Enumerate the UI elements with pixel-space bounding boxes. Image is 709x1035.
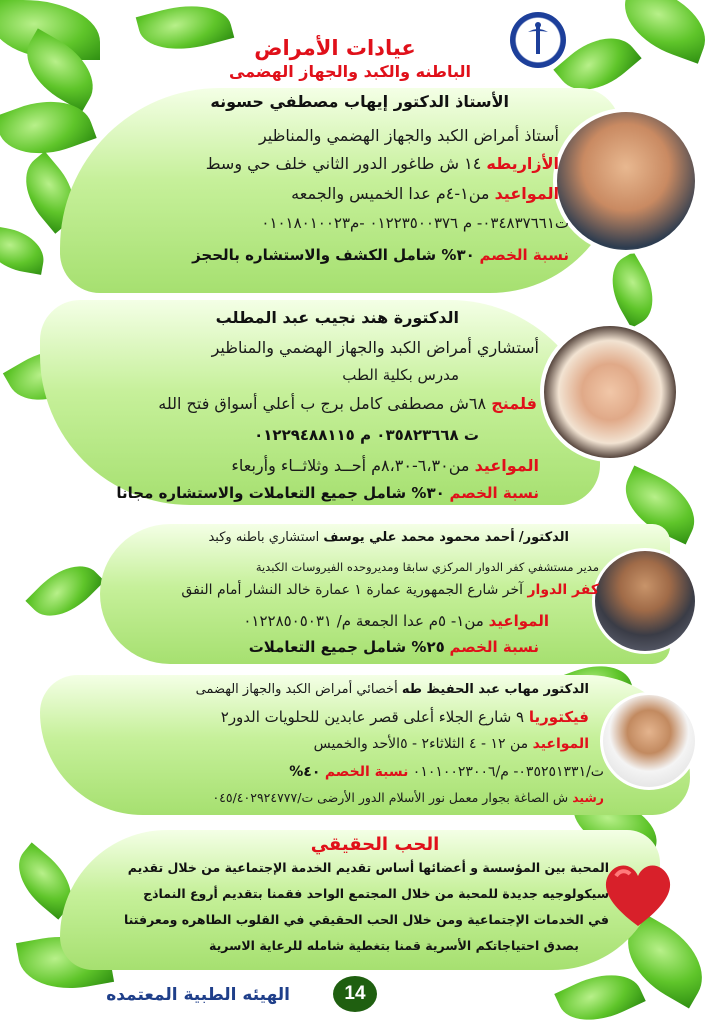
leaf-decoration xyxy=(25,551,104,630)
doctor-2-address-label: فلمنج xyxy=(491,394,537,413)
doctor-4-phones-row xyxy=(289,764,604,780)
doctor-3-hours: من١- ٥م عدا الجمعة م/ ٠١٢٢٨٥٠٥٠٣١ xyxy=(243,612,484,630)
doctor-photo-1 xyxy=(553,108,699,254)
doctor-4-hours: من ١٢ - ٤ الثلاثاء٢ - ٥الأحد والخميس xyxy=(313,736,529,752)
doctor-3-hours-row xyxy=(243,612,549,630)
heart-icon xyxy=(598,854,678,934)
doctor-2-discount-row xyxy=(116,484,539,502)
doctor-4-branch: ش الصاغة بجوار معمل نور الأسلام الدور الأرضى ت/٠٤٥/٤٠٢٩٢٤٧٧٧ xyxy=(212,790,569,805)
doctor-1-address: ١٤ ش طاغور الدور الثاني خلف حي وسط xyxy=(205,154,482,173)
leaf-decoration xyxy=(0,225,48,275)
doctor-3-header-row xyxy=(208,530,569,545)
doctor-1-discount-row xyxy=(192,246,569,264)
caduceus-icon xyxy=(510,12,566,68)
page-number: 14 xyxy=(344,983,366,1004)
doctor-4-specialty: أخصائي أمراض الكبد والجهاز الهضمى xyxy=(195,682,398,697)
organization-logo xyxy=(510,12,566,68)
doctor-2-discount: ٣٠% شامل جميع التعاملات والاستشاره مجانا xyxy=(116,484,445,502)
love-line-1: المحبة بين المؤسسة و أعضائها أساس تقديم الخدمة الإجتماعية من خلال تقديم xyxy=(127,860,609,875)
doctor-2-hours-row xyxy=(231,456,539,475)
doctor-2-hours-label: المواعيد xyxy=(474,456,539,475)
doctor-4-hours-label: المواعيد xyxy=(532,736,589,752)
doctor-3-address-row xyxy=(181,582,599,598)
doctor-1-hours-row xyxy=(291,184,559,203)
doctor-2-name: الدكتورة هند نجيب عبد المطلب xyxy=(215,308,459,327)
doctor-4-header-row xyxy=(196,682,589,697)
doctor-1-specialty: أستاذ أمراض الكبد والجهاز الهضمي والمناظير xyxy=(258,126,559,145)
doctor-3-address-label: كفر الدوار xyxy=(527,582,599,598)
doctor-3-position: مدير مستشفي كفر الدوار المركزي سابقا ومديروحده الفيروسات الكبدية xyxy=(255,560,599,574)
love-line-4: بصدق احتياجاتكم الأسرية قمنا بتغطية شامله للرعاية الاسرية xyxy=(209,938,579,953)
leaf-decoration xyxy=(136,0,235,61)
doctor-4-discount-label: نسبة الخصم xyxy=(324,764,409,780)
doctor-1-phones: ت٠٣٤٨٣٧٦٦١- م ٠١٢٢٣٥٠٠٣٧٦ -م٠١٠١٨٠١٠٠٢٣ xyxy=(261,214,569,232)
doctor-2-specialty: أستشاري أمراض الكبد والجهاز الهضمي والمناظير xyxy=(211,338,539,357)
doctor-3-name-prefix: الدكتور/ xyxy=(518,530,569,545)
doctor-1-discount: ٣٠% شامل الكشف والاستشاره بالحجز xyxy=(192,246,475,264)
doctor-1-hours: من١-٤م عدا الخميس والجمعه xyxy=(291,184,490,203)
doctor-2-discount-label: نسبة الخصم xyxy=(449,484,539,502)
doctor-2-hours: من٦،٣٠-٨،٣٠م أحــد وثلاثــاء وأربعاء xyxy=(231,456,470,475)
love-line-3: في الخدمات الإجتماعية ومن خلال الحب الحقيقي في القلوب الطاهره ومعرفتنا xyxy=(123,912,609,927)
doctor-4-hours-row xyxy=(314,736,589,752)
doctor-3-discount: ٢٥% شامل جميع التعاملات xyxy=(248,638,445,656)
leaf-decoration xyxy=(599,252,666,328)
doctor-2-address-row xyxy=(158,394,537,413)
doctor-3-discount-label: نسبة الخصم xyxy=(449,638,539,656)
love-title: الحب الحقيقي xyxy=(310,834,440,855)
doctor-4-branch-row xyxy=(212,790,604,805)
doctor-1-address-label: الأزاريطه xyxy=(486,154,559,173)
doctor-1-hours-label: المواعيد xyxy=(494,184,559,203)
doctor-photo-2 xyxy=(540,322,680,462)
doctor-4-branch-label: رشيد xyxy=(572,790,604,805)
footer-organization: الهيئه الطبية المعتمده xyxy=(106,985,290,1005)
doctor-2-title: مدرس بكلية الطب xyxy=(342,366,459,384)
doctor-3-specialty: استشاري باطنه وكبد xyxy=(208,530,320,545)
doctor-1-discount-label: نسبة الخصم xyxy=(479,246,569,264)
doctor-3-name: أحمد محمود محمد علي يوسف xyxy=(323,530,515,545)
doctor-3-hours-label: المواعيد xyxy=(488,612,549,630)
doctor-4-discount: ٤٠% xyxy=(289,764,321,780)
doctor-3-discount-row xyxy=(249,638,539,656)
page-title: عيادات الأمراض xyxy=(254,36,416,60)
doctor-1-name: الأستاذ الدكتور إيهاب مصطفي حسونه xyxy=(210,92,509,111)
doctor-4-address-row xyxy=(221,708,589,726)
doctor-3-address: آخر شارع الجمهورية عمارة ١ عمارة خالد النشار أمام النفق xyxy=(181,582,524,598)
love-line-2: سيكولوجيه جديدة للمحبة من خلال المجتمع الواحد فقمنا بتقديم أروع النماذج xyxy=(143,886,609,901)
page-number-badge xyxy=(333,976,377,1012)
doctor-4-address: ٩ شارع الجلاء أعلى قصر عابدين للحلويات الدور٢ xyxy=(220,708,525,726)
doctor-2-phones: ت ٠٣٥٨٢٣٦٦٨ م ٠١٢٢٩٤٨٨١١٥ xyxy=(254,426,479,444)
doctor-photo-3 xyxy=(592,548,698,654)
doctor-1-address-row xyxy=(206,154,559,173)
doctor-4-name: الدكتور مهاب عبد الحفيظ طه xyxy=(401,682,589,697)
page-subtitle: الباطنه والكبد والجهاز الهضمى xyxy=(228,62,472,81)
doctor-2-address: ٦٨ش مصطفى كامل برج ب أعلي أسواق فتح الله xyxy=(158,394,487,413)
doctor-4-address-label: فيكتوريا xyxy=(528,708,589,726)
doctor-photo-4 xyxy=(600,692,698,790)
doctor-4-phones: ت/٠٣٥٢٥١٣٣١- م/٠١٠١٠٠٢٣٠٠٦ xyxy=(412,764,604,780)
